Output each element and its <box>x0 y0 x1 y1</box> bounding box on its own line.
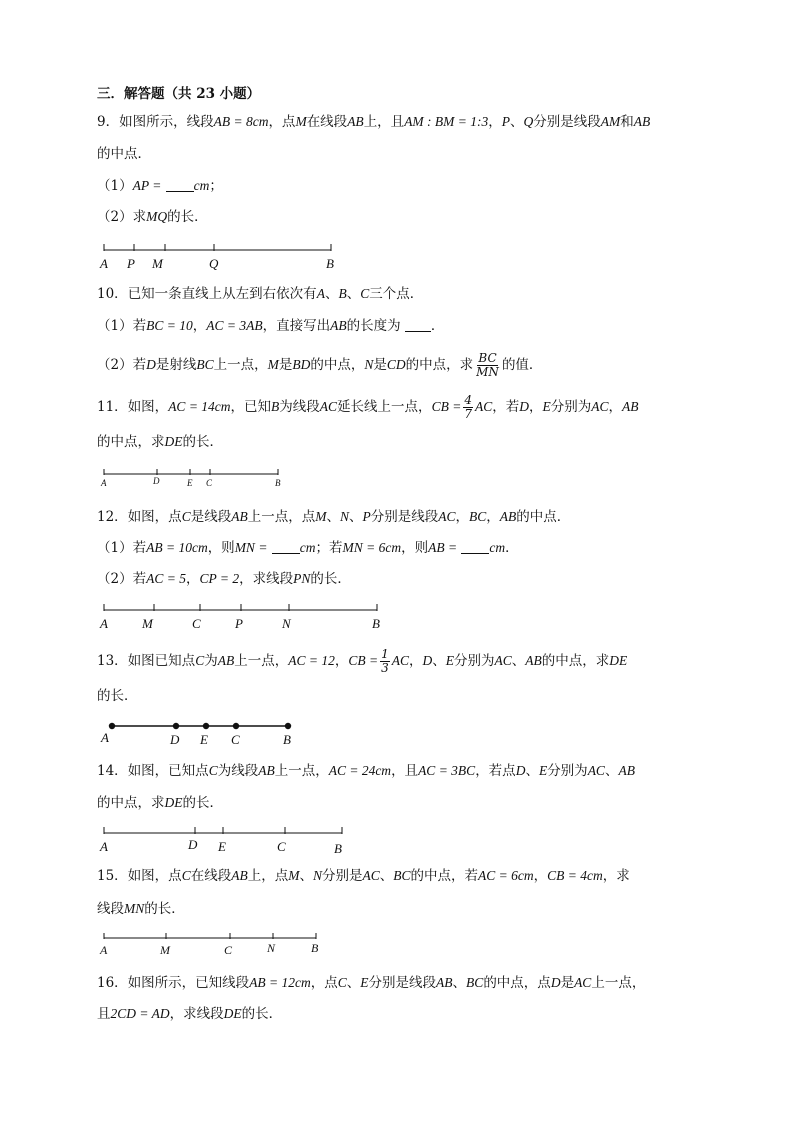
label-d: D <box>170 732 180 747</box>
point-c <box>233 723 239 729</box>
label-e: E <box>218 839 226 854</box>
q12-part1: （1）若AB = 10cm，则MN = cm；若MN = 6cm，则AB = cm． <box>97 540 519 556</box>
q12-segment-figure <box>100 600 385 632</box>
label-p: P <box>127 256 135 271</box>
q11-line1: 11．如图，AC = 14cm，已知B为线段AC延长线上一点，CB = $\frac{4}{7}$ AC，若D，E分别为AC，AB <box>97 393 639 421</box>
q9-segment-figure <box>100 240 340 272</box>
label-a: A <box>100 943 108 957</box>
label-b: B <box>283 732 291 747</box>
label-p: P <box>235 616 243 631</box>
q10-part2: （2）若D是射线BC上一点，M是BD的中点，N是CD的中点，求 $\frac{BC}{MN}$ 的值． <box>97 351 543 379</box>
q10-line1: 10．已知一条直线上从左到右依次有A、B、C三个点． <box>97 286 424 302</box>
label-n: N <box>282 616 291 631</box>
q9-part1: （1）AP = cm； <box>97 178 223 194</box>
answer-blank[interactable] <box>166 179 194 192</box>
point-e <box>203 723 209 729</box>
label-c: C <box>231 732 240 747</box>
q12-line1: 12．如图，点C是线段AB上一点，点M、N、P分别是线段AC，BC，AB的中点． <box>97 509 571 525</box>
label-n: N <box>267 941 276 955</box>
q16-line1: 16．如图所示，已知线段AB = 12cm，点C、E分别是线段AB、BC的中点，点D是AC上一点， <box>97 975 646 991</box>
answer-blank[interactable] <box>405 319 431 332</box>
q15-line1: 15．如图，点C在线段AB上，点M、N分别是AC、BC的中点，若AC = 6cm，CB = 4cm，求 <box>97 868 630 884</box>
q12-part2: （2）若AC = 5，CP = 2，求线段PN的长． <box>97 571 351 587</box>
label-q: Q <box>209 256 219 271</box>
label-a: A <box>101 730 109 745</box>
q9-part2: （2）求MQ的长． <box>97 209 208 225</box>
fraction-1-over-3: $\frac{1}{3}$ <box>381 647 389 675</box>
label-b: B <box>326 256 334 271</box>
answer-blank[interactable] <box>461 541 489 554</box>
label-m: M <box>160 943 170 957</box>
label-e: E <box>200 732 208 747</box>
label-c: C <box>277 839 286 854</box>
section-heading: 三．解答题（共 23 小题） <box>97 86 261 102</box>
label-b: B <box>372 616 380 631</box>
q16-line2: 且2CD = AD，求线段DE的长． <box>97 1006 283 1022</box>
q11-line2: 的中点，求DE的长． <box>97 434 223 450</box>
label-m: M <box>152 256 163 271</box>
q15-line2: 线段MN的长． <box>97 901 185 917</box>
q13-line2: 的长． <box>97 688 138 704</box>
label-b: B <box>334 841 342 856</box>
q9-line1: 9．如图所示，线段AB = 8cm，点M在线段AB上，且AM : BM = 1:3，P、Q分别是线段AM和AB <box>97 114 651 130</box>
answer-blank[interactable] <box>272 541 300 554</box>
label-m: M <box>142 616 153 631</box>
label-c: C <box>224 943 233 957</box>
label-a: A <box>100 256 108 271</box>
point-a <box>109 723 115 729</box>
q9-line2: 的中点． <box>97 146 151 162</box>
label-d: D <box>188 837 198 852</box>
label-a: A <box>100 839 108 854</box>
label-e: E <box>187 478 193 488</box>
q14-segment-figure <box>100 823 350 855</box>
label-c: C <box>192 616 201 631</box>
q11-segment-figure <box>100 466 285 492</box>
point-b <box>285 723 291 729</box>
q14-line1: 14．如图，已知点C为线段AB上一点，AC = 24cm，且AC = 3BC，若点D、E分别为AC、AB <box>97 763 635 779</box>
label-b: B <box>311 941 319 955</box>
label-d: D <box>153 476 160 486</box>
q15-segment-figure <box>100 930 325 958</box>
fraction-bc-over-mn: $\frac{BC}{MN}$ <box>476 351 499 379</box>
q10-part1: （1）若BC = 10，AC = 3AB，直接写出AB的长度为 ． <box>97 318 445 334</box>
q13-line1: 13．如图已知点C为AB上一点，AC = 12，CB = $\frac{1}{3}$ AC，D、E分别为AC、AB的中点，求DE <box>97 647 628 675</box>
point-d <box>173 723 179 729</box>
q13-segment-figure <box>100 716 300 748</box>
q14-line2: 的中点，求DE的长． <box>97 795 223 811</box>
fraction-4-over-7: $\frac{4}{7}$ <box>464 393 472 421</box>
label-c: C <box>206 478 213 488</box>
label-a: A <box>100 616 108 631</box>
label-a: A <box>101 478 107 488</box>
label-b: B <box>275 478 281 488</box>
